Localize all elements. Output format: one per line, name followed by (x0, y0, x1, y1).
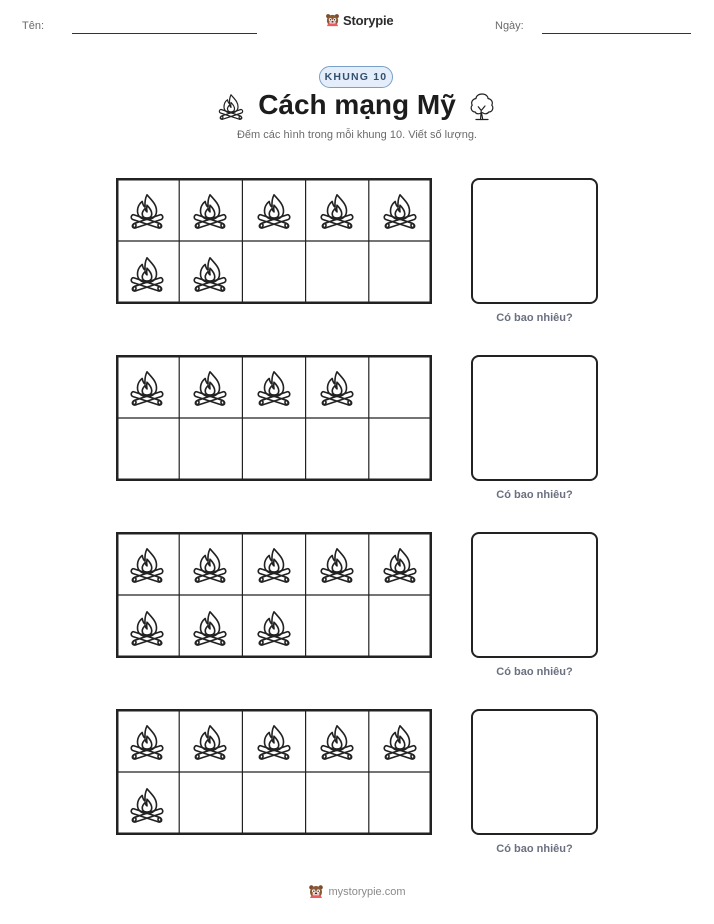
answer-prompt: Có bao nhiêu? (496, 843, 573, 855)
campfire-icon (128, 606, 166, 648)
ten-frame-cell (306, 179, 369, 240)
campfire-icon (255, 606, 293, 648)
ten-frame-cell (306, 773, 369, 834)
ten-frame-cell (116, 596, 179, 657)
answer-prompt: Có bao nhiêu? (496, 666, 573, 678)
ten-frame-cell (306, 419, 369, 480)
campfire-icon (128, 783, 166, 825)
campfire-icon (318, 720, 356, 762)
ten-frame-cell (242, 710, 305, 771)
campfire-icon (128, 543, 166, 585)
ten-frame-cell (369, 773, 432, 834)
campfire-icon (318, 366, 356, 408)
ten-frame-cell (116, 419, 179, 480)
ten-frame-cell (369, 596, 432, 657)
page-title: Cách mạng Mỹ (258, 89, 456, 120)
ten-frame-cell (116, 533, 179, 594)
ten-frame-cell (369, 533, 432, 594)
ten-frame-cell (306, 356, 369, 417)
ten-frame-cell (242, 596, 305, 657)
campfire-icon (128, 720, 166, 762)
ten-frame-cell (242, 356, 305, 417)
ten-frame-cell (116, 179, 179, 240)
campfire-icon (381, 189, 419, 231)
ten-frame (116, 532, 432, 658)
ten-frame-cell (369, 179, 432, 240)
ten-frame-cell (116, 356, 179, 417)
brand-logo (325, 13, 393, 28)
ten-frame-cell (179, 419, 242, 480)
ten-frame-cell (179, 596, 242, 657)
campfire-icon (381, 543, 419, 585)
footer (0, 884, 714, 900)
ten-frame-cell (369, 242, 432, 303)
answer-prompt: Có bao nhiêu? (496, 489, 573, 501)
campfire-icon (128, 189, 166, 231)
ten-frame-cell (179, 242, 242, 303)
tree-icon (467, 90, 497, 122)
ten-frame-cell (179, 356, 242, 417)
name-label: Tên: (22, 20, 45, 32)
ten-frame-cell (179, 179, 242, 240)
campfire-icon (255, 720, 293, 762)
campfire-icon (191, 720, 229, 762)
ten-frame (116, 709, 432, 835)
bear-mascot-icon (325, 13, 340, 28)
campfire-icon (318, 543, 356, 585)
campfire-icon (255, 543, 293, 585)
ten-frame-cell (179, 773, 242, 834)
campfire-icon (255, 366, 293, 408)
campfire-icon (128, 252, 166, 294)
ten-frame-cell (242, 242, 305, 303)
campfire-icon (381, 720, 419, 762)
ten-frame-cell (116, 242, 179, 303)
ten-frame-cell (242, 179, 305, 240)
ten-frame-cell (242, 773, 305, 834)
campfire-icon (191, 543, 229, 585)
ten-frame-cell (306, 596, 369, 657)
footer-url: mystorypie.com (328, 886, 406, 898)
ten-frame-cell (116, 710, 179, 771)
worksheet-type-badge: KHUNG 10 (319, 66, 393, 88)
date-line[interactable] (542, 33, 691, 34)
ten-frame-cell (116, 773, 179, 834)
date-label: Ngày: (495, 20, 524, 32)
answer-box[interactable] (471, 178, 598, 304)
ten-frame (116, 178, 432, 304)
campfire-icon (191, 606, 229, 648)
answer-box[interactable] (471, 532, 598, 658)
campfire-icon (191, 189, 229, 231)
campfire-icon (191, 252, 229, 294)
ten-frame-cell (306, 710, 369, 771)
answer-prompt: Có bao nhiêu? (496, 312, 573, 324)
campfire-icon (128, 366, 166, 408)
ten-frame-cell (306, 242, 369, 303)
campfire-icon (318, 189, 356, 231)
ten-frame (116, 355, 432, 481)
campfire-icon (191, 366, 229, 408)
bear-mascot-icon (308, 884, 324, 900)
answer-box[interactable] (471, 355, 598, 481)
ten-frame-cell (369, 419, 432, 480)
campfire-icon (255, 189, 293, 231)
ten-frame-cell (369, 356, 432, 417)
ten-frame-cell (369, 710, 432, 771)
ten-frame-cell (179, 533, 242, 594)
answer-box[interactable] (471, 709, 598, 835)
ten-frame-cell (242, 533, 305, 594)
instructions: Đếm các hình trong mỗi khung 10. Viết số lượng. (236, 129, 477, 141)
ten-frame-cell (179, 710, 242, 771)
name-line[interactable] (72, 33, 257, 34)
ten-frame-cell (306, 533, 369, 594)
ten-frame-cell (242, 419, 305, 480)
brand-name: Storypie (343, 13, 394, 28)
